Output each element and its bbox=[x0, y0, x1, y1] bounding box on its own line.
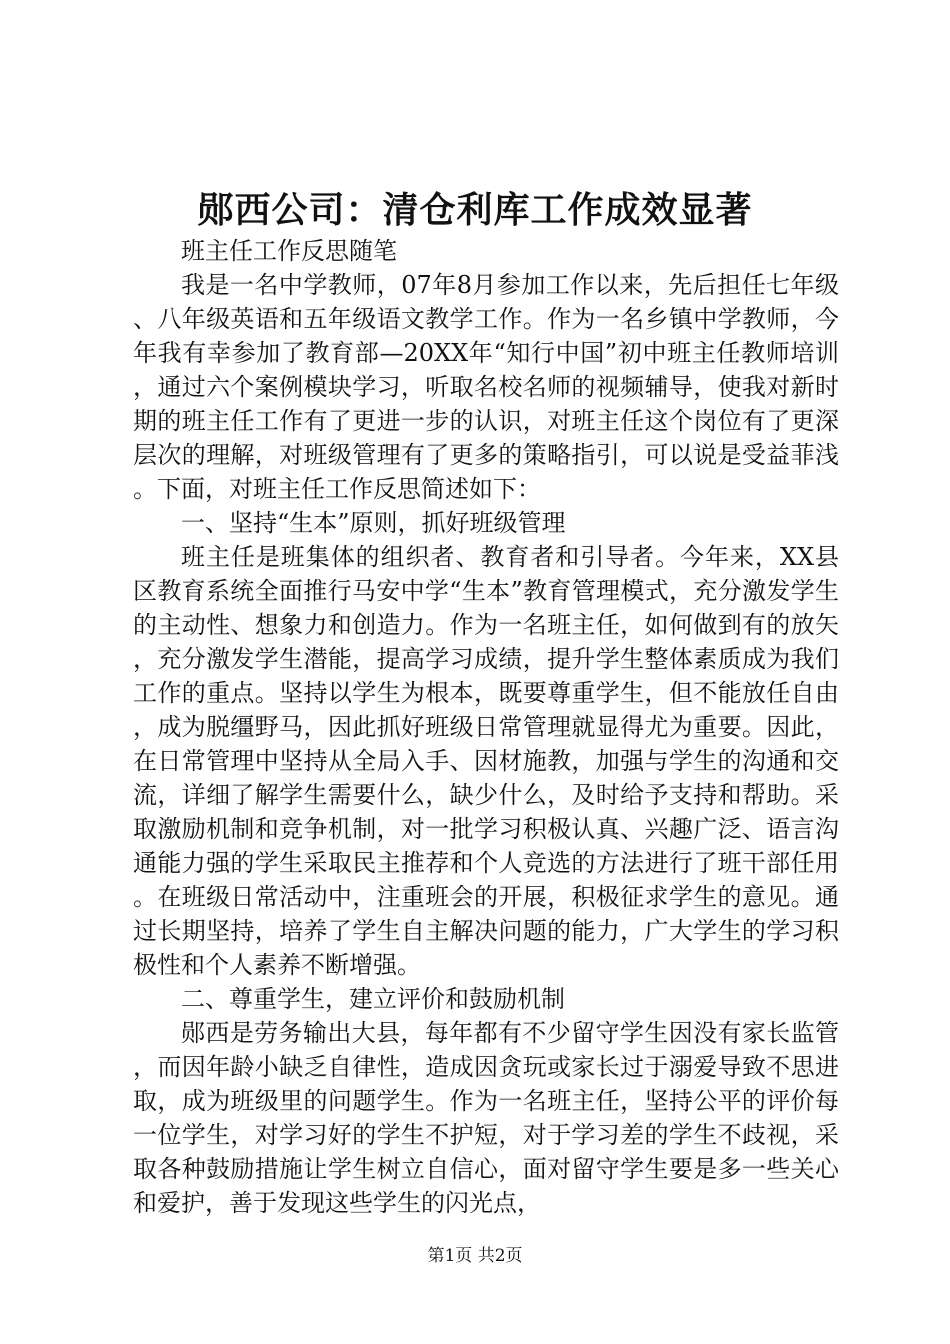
subtitle-line: 班主任工作反思随笔 bbox=[181, 237, 397, 265]
section-paragraph-2: 郧西是劳务输出大县，每年都有不少留守学生因没有家长监管，而因年龄小缺乏自律性，造成因贪玩或家长过于溺爱导致不思进取，成为班级里的问题学生。作为一名班主任，坚持公平的评价每一位学生，对学习好的学生不护短，对于学习差的学生不歧视，采取各种鼓励措施让学生树立自信心，面对留守学生要是多一些关心和爱护，善于发现这些学生的闪光点， bbox=[133, 1019, 839, 1217]
section-heading-2: 二、尊重学生，建立评价和鼓励机制 bbox=[181, 985, 565, 1013]
document-body bbox=[133, 234, 839, 1220]
section-heading-1: 一、坚持“生本”原则，抓好班级管理 bbox=[181, 509, 566, 537]
intro-paragraph: 我是一名中学教师，07年8月参加工作以来，先后担任七年级、八年级英语和五年级语文教学工作。作为一名乡镇中学教师，今年我有幸参加了教育部—20XX年“知行中国”初中班主任教师培训，通过六个案例模块学习，听取名校名师的视频辅导，使我对新时期的班主任工作有了更进一步的认识，对班主任这个岗位有了更深层次的理解，对班级管理有了更多的策略指引，可以说是受益菲浅。下面，对班主任工作反思简述如下： bbox=[133, 271, 839, 503]
page-footer: 第1页 共2页 bbox=[427, 1246, 523, 1266]
section-paragraph-1: 班主任是班集体的组织者、教育者和引导者。今年来，XX县区教育系统全面推行马安中学“生本”教育管理模式，充分激发学生的主动性、想象力和创造力。作为一名班主任，如何做到有的放矢，充分激发学生潜能，提高学习成绩，提升学生整体素质成为我们工作的重点。坚持以学生为根本，既要尊重学生，但不能放任自由，成为脱缰野马，因此抓好班级日常管理就显得尤为重要。因此，在日常管理中坚持从全局入手、因材施教，加强与学生的沟通和交流，详细了解学生需要什么，缺少什么，及时给予支持和帮助。采取激励机制和竞争机制，对一批学习积极认真、兴趣广泛、语言沟通能力强的学生采取民主推荐和个人竞选的方法进行了班干部任用。在班级日常活动中，注重班会的开展，积极征求学生的意见。通过长期坚持，培养了学生自主解决问题的能力，广大学生的学习积极性和个人素养不断增强。 bbox=[133, 543, 839, 979]
document-title: 郧西公司：清仓利库工作成效显著 bbox=[197, 189, 753, 231]
